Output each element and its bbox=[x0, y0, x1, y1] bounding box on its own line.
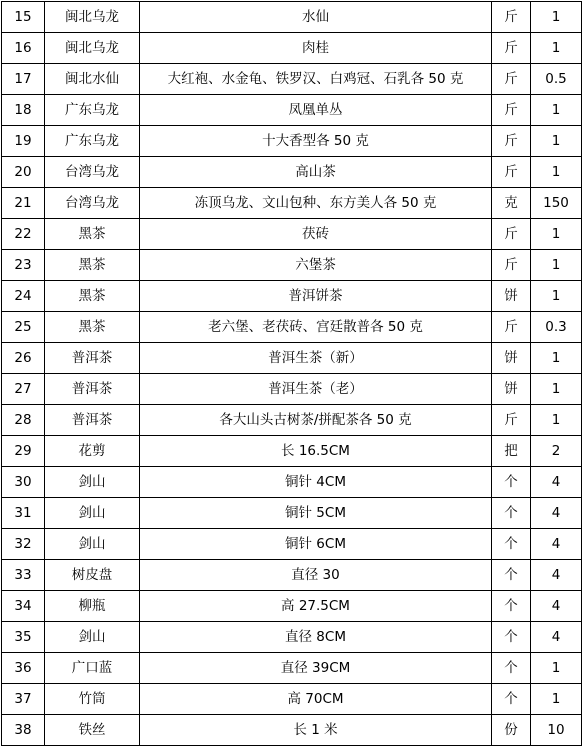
quantity-cell: 1 bbox=[531, 653, 582, 684]
unit-cell: 个 bbox=[492, 591, 531, 622]
row-number-cell: 19 bbox=[2, 126, 45, 157]
table-row bbox=[2, 33, 582, 64]
quantity-cell: 1 bbox=[531, 33, 582, 64]
table-row bbox=[2, 188, 582, 219]
description-cell: 直径 8CM bbox=[140, 622, 492, 653]
category-cell: 剑山 bbox=[45, 529, 140, 560]
quantity-cell: 1 bbox=[531, 219, 582, 250]
table-row bbox=[2, 219, 582, 250]
quantity-cell: 4 bbox=[531, 560, 582, 591]
description-cell: 高 27.5CM bbox=[140, 591, 492, 622]
row-number-cell: 37 bbox=[2, 684, 45, 715]
quantity-cell: 4 bbox=[531, 591, 582, 622]
quantity-cell: 1 bbox=[531, 2, 582, 33]
row-number-cell: 24 bbox=[2, 281, 45, 312]
quantity-cell: 4 bbox=[531, 622, 582, 653]
table-row bbox=[2, 529, 582, 560]
category-cell: 柳瓶 bbox=[45, 591, 140, 622]
unit-cell: 饼 bbox=[492, 281, 531, 312]
unit-cell: 斤 bbox=[492, 219, 531, 250]
category-cell: 剑山 bbox=[45, 622, 140, 653]
row-number-cell: 28 bbox=[2, 405, 45, 436]
category-cell: 花剪 bbox=[45, 436, 140, 467]
category-cell: 闽北乌龙 bbox=[45, 33, 140, 64]
category-cell: 台湾乌龙 bbox=[45, 157, 140, 188]
table-row bbox=[2, 560, 582, 591]
description-cell: 肉桂 bbox=[140, 33, 492, 64]
row-number-cell: 32 bbox=[2, 529, 45, 560]
description-cell: 铜针 6CM bbox=[140, 529, 492, 560]
table-row bbox=[2, 281, 582, 312]
table-row bbox=[2, 374, 582, 405]
quantity-cell: 1 bbox=[531, 405, 582, 436]
quantity-cell: 1 bbox=[531, 374, 582, 405]
quantity-cell: 1 bbox=[531, 95, 582, 126]
row-number-cell: 18 bbox=[2, 95, 45, 126]
row-number-cell: 15 bbox=[2, 2, 45, 33]
description-cell: 长 1 米 bbox=[140, 715, 492, 746]
quantity-cell: 1 bbox=[531, 126, 582, 157]
description-cell: 六堡茶 bbox=[140, 250, 492, 281]
table-row bbox=[2, 343, 582, 374]
row-number-cell: 29 bbox=[2, 436, 45, 467]
unit-cell: 把 bbox=[492, 436, 531, 467]
quantity-cell: 2 bbox=[531, 436, 582, 467]
category-cell: 普洱茶 bbox=[45, 405, 140, 436]
description-cell: 各大山头古树茶/拼配茶各 50 克 bbox=[140, 405, 492, 436]
unit-cell: 个 bbox=[492, 684, 531, 715]
category-cell: 闽北乌龙 bbox=[45, 2, 140, 33]
table-row bbox=[2, 405, 582, 436]
quantity-cell: 4 bbox=[531, 467, 582, 498]
row-number-cell: 25 bbox=[2, 312, 45, 343]
table-body bbox=[2, 2, 582, 746]
description-cell: 冻顶乌龙、文山包种、东方美人各 50 克 bbox=[140, 188, 492, 219]
table-row bbox=[2, 715, 582, 746]
row-number-cell: 34 bbox=[2, 591, 45, 622]
row-number-cell: 31 bbox=[2, 498, 45, 529]
description-cell: 大红袍、水金龟、铁罗汉、白鸡冠、石乳各 50 克 bbox=[140, 64, 492, 95]
category-cell: 剑山 bbox=[45, 498, 140, 529]
description-cell: 高山茶 bbox=[140, 157, 492, 188]
quantity-cell: 1 bbox=[531, 343, 582, 374]
description-cell: 凤凰单丛 bbox=[140, 95, 492, 126]
description-cell: 高 70CM bbox=[140, 684, 492, 715]
unit-cell: 斤 bbox=[492, 95, 531, 126]
row-number-cell: 36 bbox=[2, 653, 45, 684]
unit-cell: 斤 bbox=[492, 33, 531, 64]
unit-cell: 个 bbox=[492, 467, 531, 498]
category-cell: 广东乌龙 bbox=[45, 126, 140, 157]
row-number-cell: 35 bbox=[2, 622, 45, 653]
table-row bbox=[2, 126, 582, 157]
row-number-cell: 30 bbox=[2, 467, 45, 498]
unit-cell: 个 bbox=[492, 529, 531, 560]
unit-cell: 饼 bbox=[492, 374, 531, 405]
unit-cell: 饼 bbox=[492, 343, 531, 374]
category-cell: 黑茶 bbox=[45, 250, 140, 281]
unit-cell: 斤 bbox=[492, 157, 531, 188]
description-cell: 长 16.5CM bbox=[140, 436, 492, 467]
unit-cell: 斤 bbox=[492, 64, 531, 95]
table-row bbox=[2, 498, 582, 529]
table-row bbox=[2, 436, 582, 467]
description-cell: 水仙 bbox=[140, 2, 492, 33]
row-number-cell: 16 bbox=[2, 33, 45, 64]
table-row bbox=[2, 157, 582, 188]
table-row bbox=[2, 95, 582, 126]
row-number-cell: 23 bbox=[2, 250, 45, 281]
table-row bbox=[2, 2, 582, 33]
description-cell: 老六堡、老茯砖、宫廷散普各 50 克 bbox=[140, 312, 492, 343]
row-number-cell: 38 bbox=[2, 715, 45, 746]
table-row bbox=[2, 312, 582, 343]
description-cell: 铜针 4CM bbox=[140, 467, 492, 498]
row-number-cell: 21 bbox=[2, 188, 45, 219]
table-row bbox=[2, 684, 582, 715]
quantity-cell: 1 bbox=[531, 157, 582, 188]
description-cell: 普洱生茶（新） bbox=[140, 343, 492, 374]
category-cell: 台湾乌龙 bbox=[45, 188, 140, 219]
table-row bbox=[2, 467, 582, 498]
quantity-cell: 0.5 bbox=[531, 64, 582, 95]
row-number-cell: 20 bbox=[2, 157, 45, 188]
quantity-cell: 4 bbox=[531, 498, 582, 529]
quantity-cell: 0.3 bbox=[531, 312, 582, 343]
description-cell: 直径 39CM bbox=[140, 653, 492, 684]
description-cell: 普洱生茶（老） bbox=[140, 374, 492, 405]
description-cell: 直径 30 bbox=[140, 560, 492, 591]
category-cell: 铁丝 bbox=[45, 715, 140, 746]
unit-cell: 个 bbox=[492, 498, 531, 529]
category-cell: 黑茶 bbox=[45, 281, 140, 312]
category-cell: 普洱茶 bbox=[45, 374, 140, 405]
quantity-cell: 10 bbox=[531, 715, 582, 746]
unit-cell: 个 bbox=[492, 560, 531, 591]
quantity-cell: 1 bbox=[531, 684, 582, 715]
unit-cell: 个 bbox=[492, 653, 531, 684]
inventory-table bbox=[1, 1, 582, 746]
category-cell: 黑茶 bbox=[45, 219, 140, 250]
category-cell: 普洱茶 bbox=[45, 343, 140, 374]
table-row bbox=[2, 250, 582, 281]
description-cell: 铜针 5CM bbox=[140, 498, 492, 529]
category-cell: 竹筒 bbox=[45, 684, 140, 715]
category-cell: 广东乌龙 bbox=[45, 95, 140, 126]
quantity-cell: 1 bbox=[531, 250, 582, 281]
row-number-cell: 26 bbox=[2, 343, 45, 374]
unit-cell: 斤 bbox=[492, 250, 531, 281]
row-number-cell: 17 bbox=[2, 64, 45, 95]
category-cell: 广口蓝 bbox=[45, 653, 140, 684]
unit-cell: 份 bbox=[492, 715, 531, 746]
description-cell: 十大香型各 50 克 bbox=[140, 126, 492, 157]
unit-cell: 斤 bbox=[492, 405, 531, 436]
quantity-cell: 150 bbox=[531, 188, 582, 219]
unit-cell: 克 bbox=[492, 188, 531, 219]
quantity-cell: 4 bbox=[531, 529, 582, 560]
table-row bbox=[2, 591, 582, 622]
row-number-cell: 27 bbox=[2, 374, 45, 405]
unit-cell: 个 bbox=[492, 622, 531, 653]
unit-cell: 斤 bbox=[492, 126, 531, 157]
row-number-cell: 22 bbox=[2, 219, 45, 250]
unit-cell: 斤 bbox=[492, 2, 531, 33]
table-row bbox=[2, 653, 582, 684]
description-cell: 茯砖 bbox=[140, 219, 492, 250]
category-cell: 黑茶 bbox=[45, 312, 140, 343]
quantity-cell: 1 bbox=[531, 281, 582, 312]
table-row bbox=[2, 64, 582, 95]
description-cell: 普洱饼茶 bbox=[140, 281, 492, 312]
row-number-cell: 33 bbox=[2, 560, 45, 591]
category-cell: 闽北水仙 bbox=[45, 64, 140, 95]
table-row bbox=[2, 622, 582, 653]
unit-cell: 斤 bbox=[492, 312, 531, 343]
category-cell: 树皮盘 bbox=[45, 560, 140, 591]
category-cell: 剑山 bbox=[45, 467, 140, 498]
